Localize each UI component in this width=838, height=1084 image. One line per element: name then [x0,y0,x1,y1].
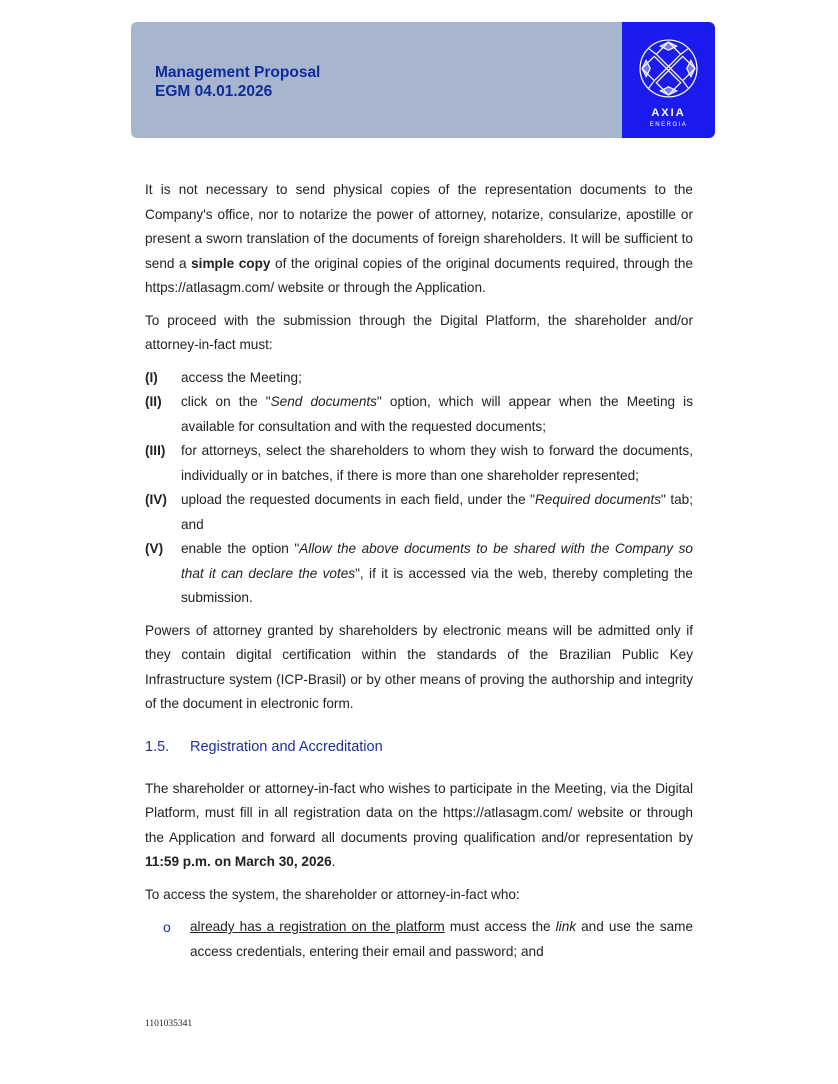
paragraph-physical-copies: It is not necessary to send physical copies of the representation documents to the Company's office, nor to notarize the power of attorney, notarize, consularize, apostille or present a sworn translation of the documents of foreign shareholders. It will be sufficient to send a simple copy of the original copies of the original documents required, through the https://atlasagm.com/ website or through the Application. [145,182,693,295]
document-code: 1101035341 [145,1019,193,1029]
list-item: (I) access the Meeting; [145,369,302,385]
logo-subtitle: ENERGIA [649,122,688,128]
list-item: (II) click on the "Send documents" option, which will appear when the Meeting is available for consultation and with the requested documents; [145,394,694,434]
list-item: (V) enable the option "Allow the above documents to be shared with the Company so that it can declare the votes", if it is accessed via the web, thereby completing the submission. [145,541,693,605]
paragraph-powers-of-attorney: Powers of attorney granted by shareholders by electronic means will be admitted only if they contain digital certification within the standards of the Brazilian Public Key Infrastructure system (ICP-Brasil) or by other means of proving the authorship and integrity of the document in electronic form. [145,622,693,711]
section-number: 1.5. [145,738,170,755]
section-heading [145,735,693,759]
company-logo [622,22,715,138]
globe-icon [636,36,701,101]
submission-steps-list [145,366,693,611]
header-banner [131,22,622,138]
paragraph-submission-intro: To proceed with the submission through the Digital Platform, the shareholder and/or attorney-in-fact must: [145,312,693,352]
paragraph-registration: The shareholder or attorney-in-fact who wishes to participate in the Meeting, via the Digital Platform, must fill in all registration data on the https://atlasagm.com/ website or through the Application and forward all documents proving qualification and/or representation by 11:59 p.m. on March 30, 2026. [145,780,693,869]
section-title: Registration and Accreditation [190,738,383,755]
document-title [155,63,320,101]
circle-bullet-icon: o [163,919,171,935]
title-line-1: Management Proposal [155,64,321,81]
list-item: o already has a registration on the platform must access the link and use the same access credentials, entering their email and password; and [145,915,693,964]
list-item: (III) for attorneys, select the shareholders to whom they wish to forward the documents, individually or in batches, if there is more than one shareholder represented; [145,443,693,483]
paragraph-access-intro: To access the system, the shareholder or attorney-in-fact who: [145,886,520,902]
list-item: (IV) upload the requested documents in each field, under the "Required documents" tab; and [145,492,693,532]
logo-wordmark: AXIA [651,107,686,119]
access-bullet-list [145,915,693,964]
title-line-2: EGM 04.01.2026 [155,83,273,100]
document-body [145,178,693,964]
